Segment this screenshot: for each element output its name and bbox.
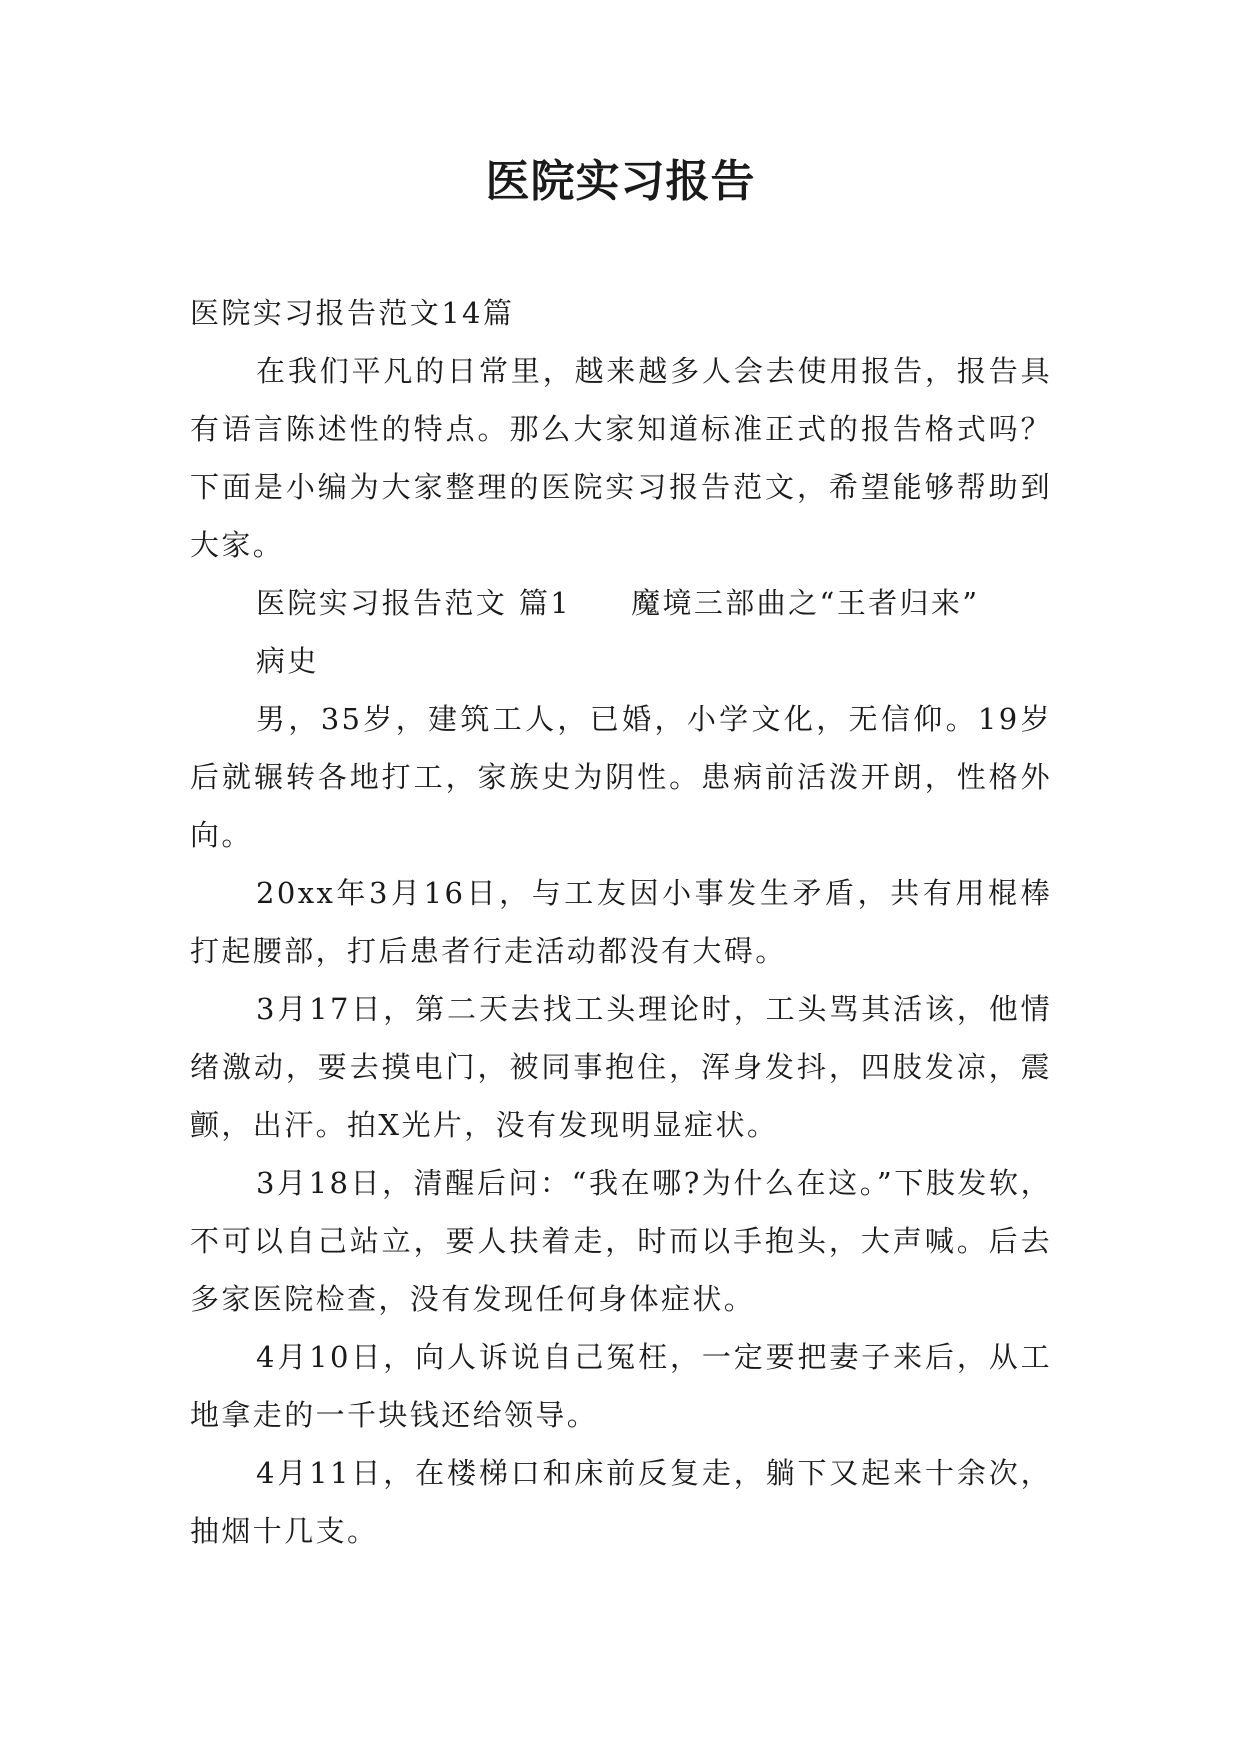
section-heading: 医院实习报告范文 篇1: [256, 586, 572, 620]
history-label: 病史: [256, 644, 319, 678]
body-paragraph: 3月18日，清醒后问：“我在哪?为什么在这。”下肢发软，不可以自己站立，要人扶着走，时而以手抱头，大声喊。后去多家医院检查，没有发现任何身体症状。: [190, 1166, 1052, 1316]
document-body: [190, 284, 1052, 1560]
body-paragraph: 20xx年3月16日，与工友因小事发生矛盾，共有用棍棒打起腰部，打后患者行走活动都没有大碍。: [190, 876, 1052, 968]
body-paragraph: 4月11日，在楼梯口和床前反复走，躺下又起来十余次，抽烟十几支。: [190, 1456, 1052, 1548]
body-paragraph: 4月10日，向人诉说自己冤枉，一定要把妻子来后，从工地拿走的一千块钱还给领导。: [190, 1340, 1052, 1432]
intro-paragraph: 在我们平凡的日常里，越来越多人会去使用报告，报告具有语言陈述性的特点。那么大家知道标准正式的报告格式吗？下面是小编为大家整理的医院实习报告范文，希望能够帮助到大家。: [190, 354, 1052, 562]
body-paragraph: 男，35岁，建筑工人，已婚，小学文化，无信仰。19岁后就辗转各地打工，家族史为阴性。患病前活泼开朗，性格外向。: [190, 702, 1052, 852]
section-title: 魔境三部曲之“王者归来”: [631, 586, 980, 620]
page-title: 医院实习报告: [485, 156, 756, 207]
section-heading-line: [190, 574, 1052, 632]
body-paragraph: 3月17日，第二天去找工头理论时，工头骂其活该，他情绪激动，要去摸电门，被同事抱住，浑身发抖，四肢发凉，震颤，出汗。拍X光片，没有发现明显症状。: [190, 992, 1052, 1142]
document-subtitle: 医院实习报告范文14篇: [190, 296, 515, 330]
